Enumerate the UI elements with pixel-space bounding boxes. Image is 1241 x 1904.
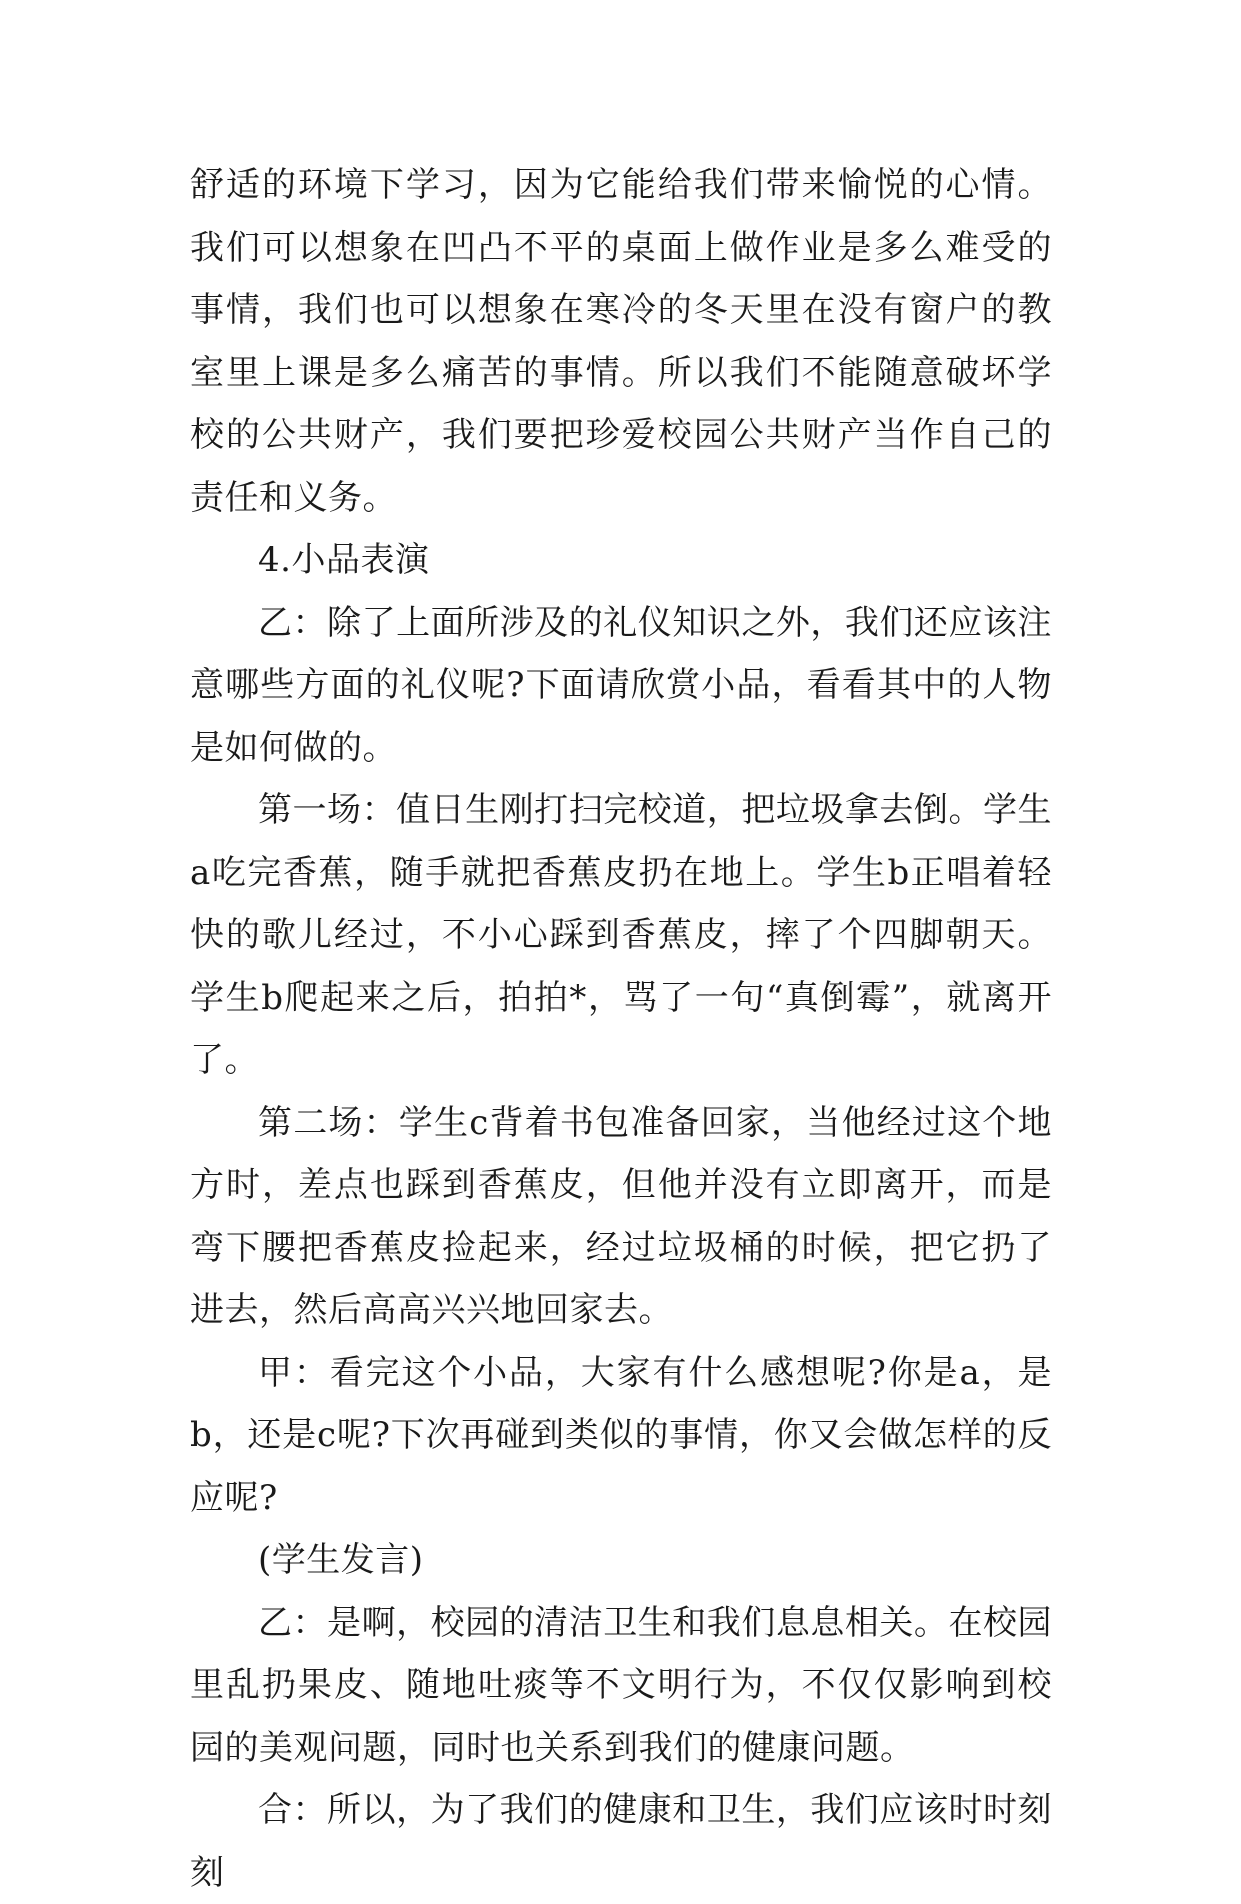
section-heading-skit: 4.小品表演: [258, 540, 430, 580]
paragraph-hygiene: 乙：是啊，校园的清洁卫生和我们息息相关。在校园里乱扔果皮、随地吐痰等不文明行为，不仅仅影响到校园的美观问题，同时也关系到我们的健康问题。: [190, 1602, 1052, 1768]
paragraph-scene-two: 第二场：学生c背着书包准备回家，当他经过这个地方时，差点也踩到香蕉皮，但他并没有立即离开，而是弯下腰把香蕉皮捡起来，经过垃圾桶的时候，把它扔了进去，然后高高兴兴地回家去。: [190, 1102, 1052, 1330]
document-body: [190, 154, 1052, 1904]
paragraph-conclusion: 合：所以，为了我们的健康和卫生，我们应该时时刻刻: [190, 1790, 1052, 1893]
paragraph-question: 甲：看完这个小品，大家有什么感想呢?你是a，是b，还是c呢?下次再碰到类似的事情，你又会做怎样的反应呢?: [190, 1352, 1052, 1518]
paragraph-intro-skit: 乙：除了上面所涉及的礼仪知识之外，我们还应该注意哪些方面的礼仪呢?下面请欣赏小品，看看其中的人物是如何做的。: [190, 602, 1052, 768]
paragraph-continued: 舒适的环境下学习，因为它能给我们带来愉悦的心情。我们可以想象在凹凸不平的桌面上做作业是多么难受的事情，我们也可以想象在寒冷的冬天里在没有窗户的教室里上课是多么痛苦的事情。所以我们不能随意破坏学校的公共财产，我们要把珍爱校园公共财产当作自己的责任和义务。: [190, 165, 1052, 518]
paragraph-scene-one: 第一场：值日生刚打扫完校道，把垃圾拿去倒。学生a吃完香蕉，随手就把香蕉皮扔在地上。学生b正唱着轻快的歌儿经过，不小心踩到香蕉皮，摔了个四脚朝天。学生b爬起来之后，拍拍*，骂了一句“真倒霉”，就离开了。: [190, 790, 1052, 1080]
paragraph-student-speech: (学生发言): [258, 1540, 424, 1580]
